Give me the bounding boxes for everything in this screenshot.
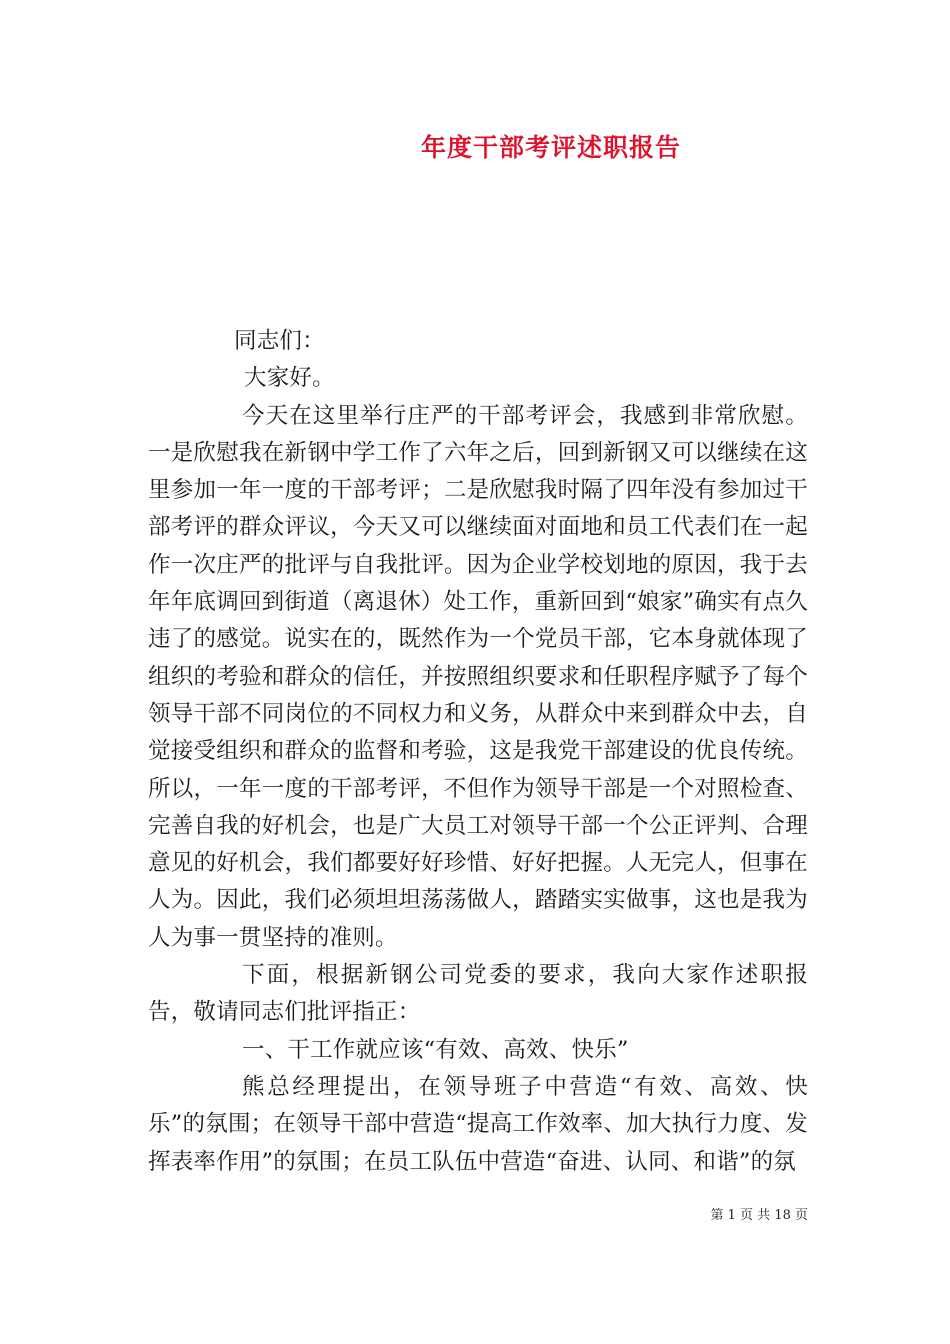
page-number-footer: 第 1 页 共 18 页 — [710, 1208, 808, 1223]
section-heading-1: 一、干工作就应该“有效、高效、快乐” — [242, 1036, 629, 1063]
document-body — [148, 323, 808, 1181]
document-title: 年度干部考评述职报告 — [420, 133, 681, 162]
paragraph-section-1: 熊总经理提出，在领导班子中营造“有效、高效、快乐”的氛围；在领导干部中营造“提高工作效率、加大执行力度、发挥表率作用”的氛围；在员工队伍中营造“奋进、认同、和谐”的氛 — [148, 1073, 808, 1175]
greeting: 大家好。 — [244, 365, 335, 392]
paragraph-report-intro: 下面，根据新钢公司党委的要求，我向大家作述职报告，敬请同志们批评指正： — [148, 962, 808, 1026]
salutation: 同志们： — [234, 328, 325, 354]
paragraph-opening: 今天在这里举行庄严的干部考评会，我感到非常欣慰。一是欣慰我在新钢中学工作了六年之后，回到新钢又可以继续在这里参加一年一度的干部考评；二是欣慰我时隔了四年没有参加过干部考评的群众评议，今天又可以继续面对面地和员工代表们在一起作一次庄严的批评与自我批评。因为企业学校划地的原因，我于去年年底调回到街道（离退休）处工作，重新回到“娘家”确实有点久违了的感觉。说实在的，既然作为一个党员干部，它本身就体现了组织的考验和群众的信任，并按照组织要求和任职程序赋予了每个领导干部不同岗位的不同权力和义务，从群众中来到群众中去，自觉接受组织和群众的监督和考验，这是我党干部建设的优良传统。所以，一年一度的干部考评，不但作为领导干部是一个对照检查、完善自我的好机会，也是广大员工对领导干部一个公正评判、合理意见的好机会，我们都要好好珍惜、好好把握。人无完人，但事在人为。因此，我们必须坦坦荡荡做人，踏踏实实做事，这也是我为人为事一贯坚持的准则。 — [148, 402, 808, 951]
